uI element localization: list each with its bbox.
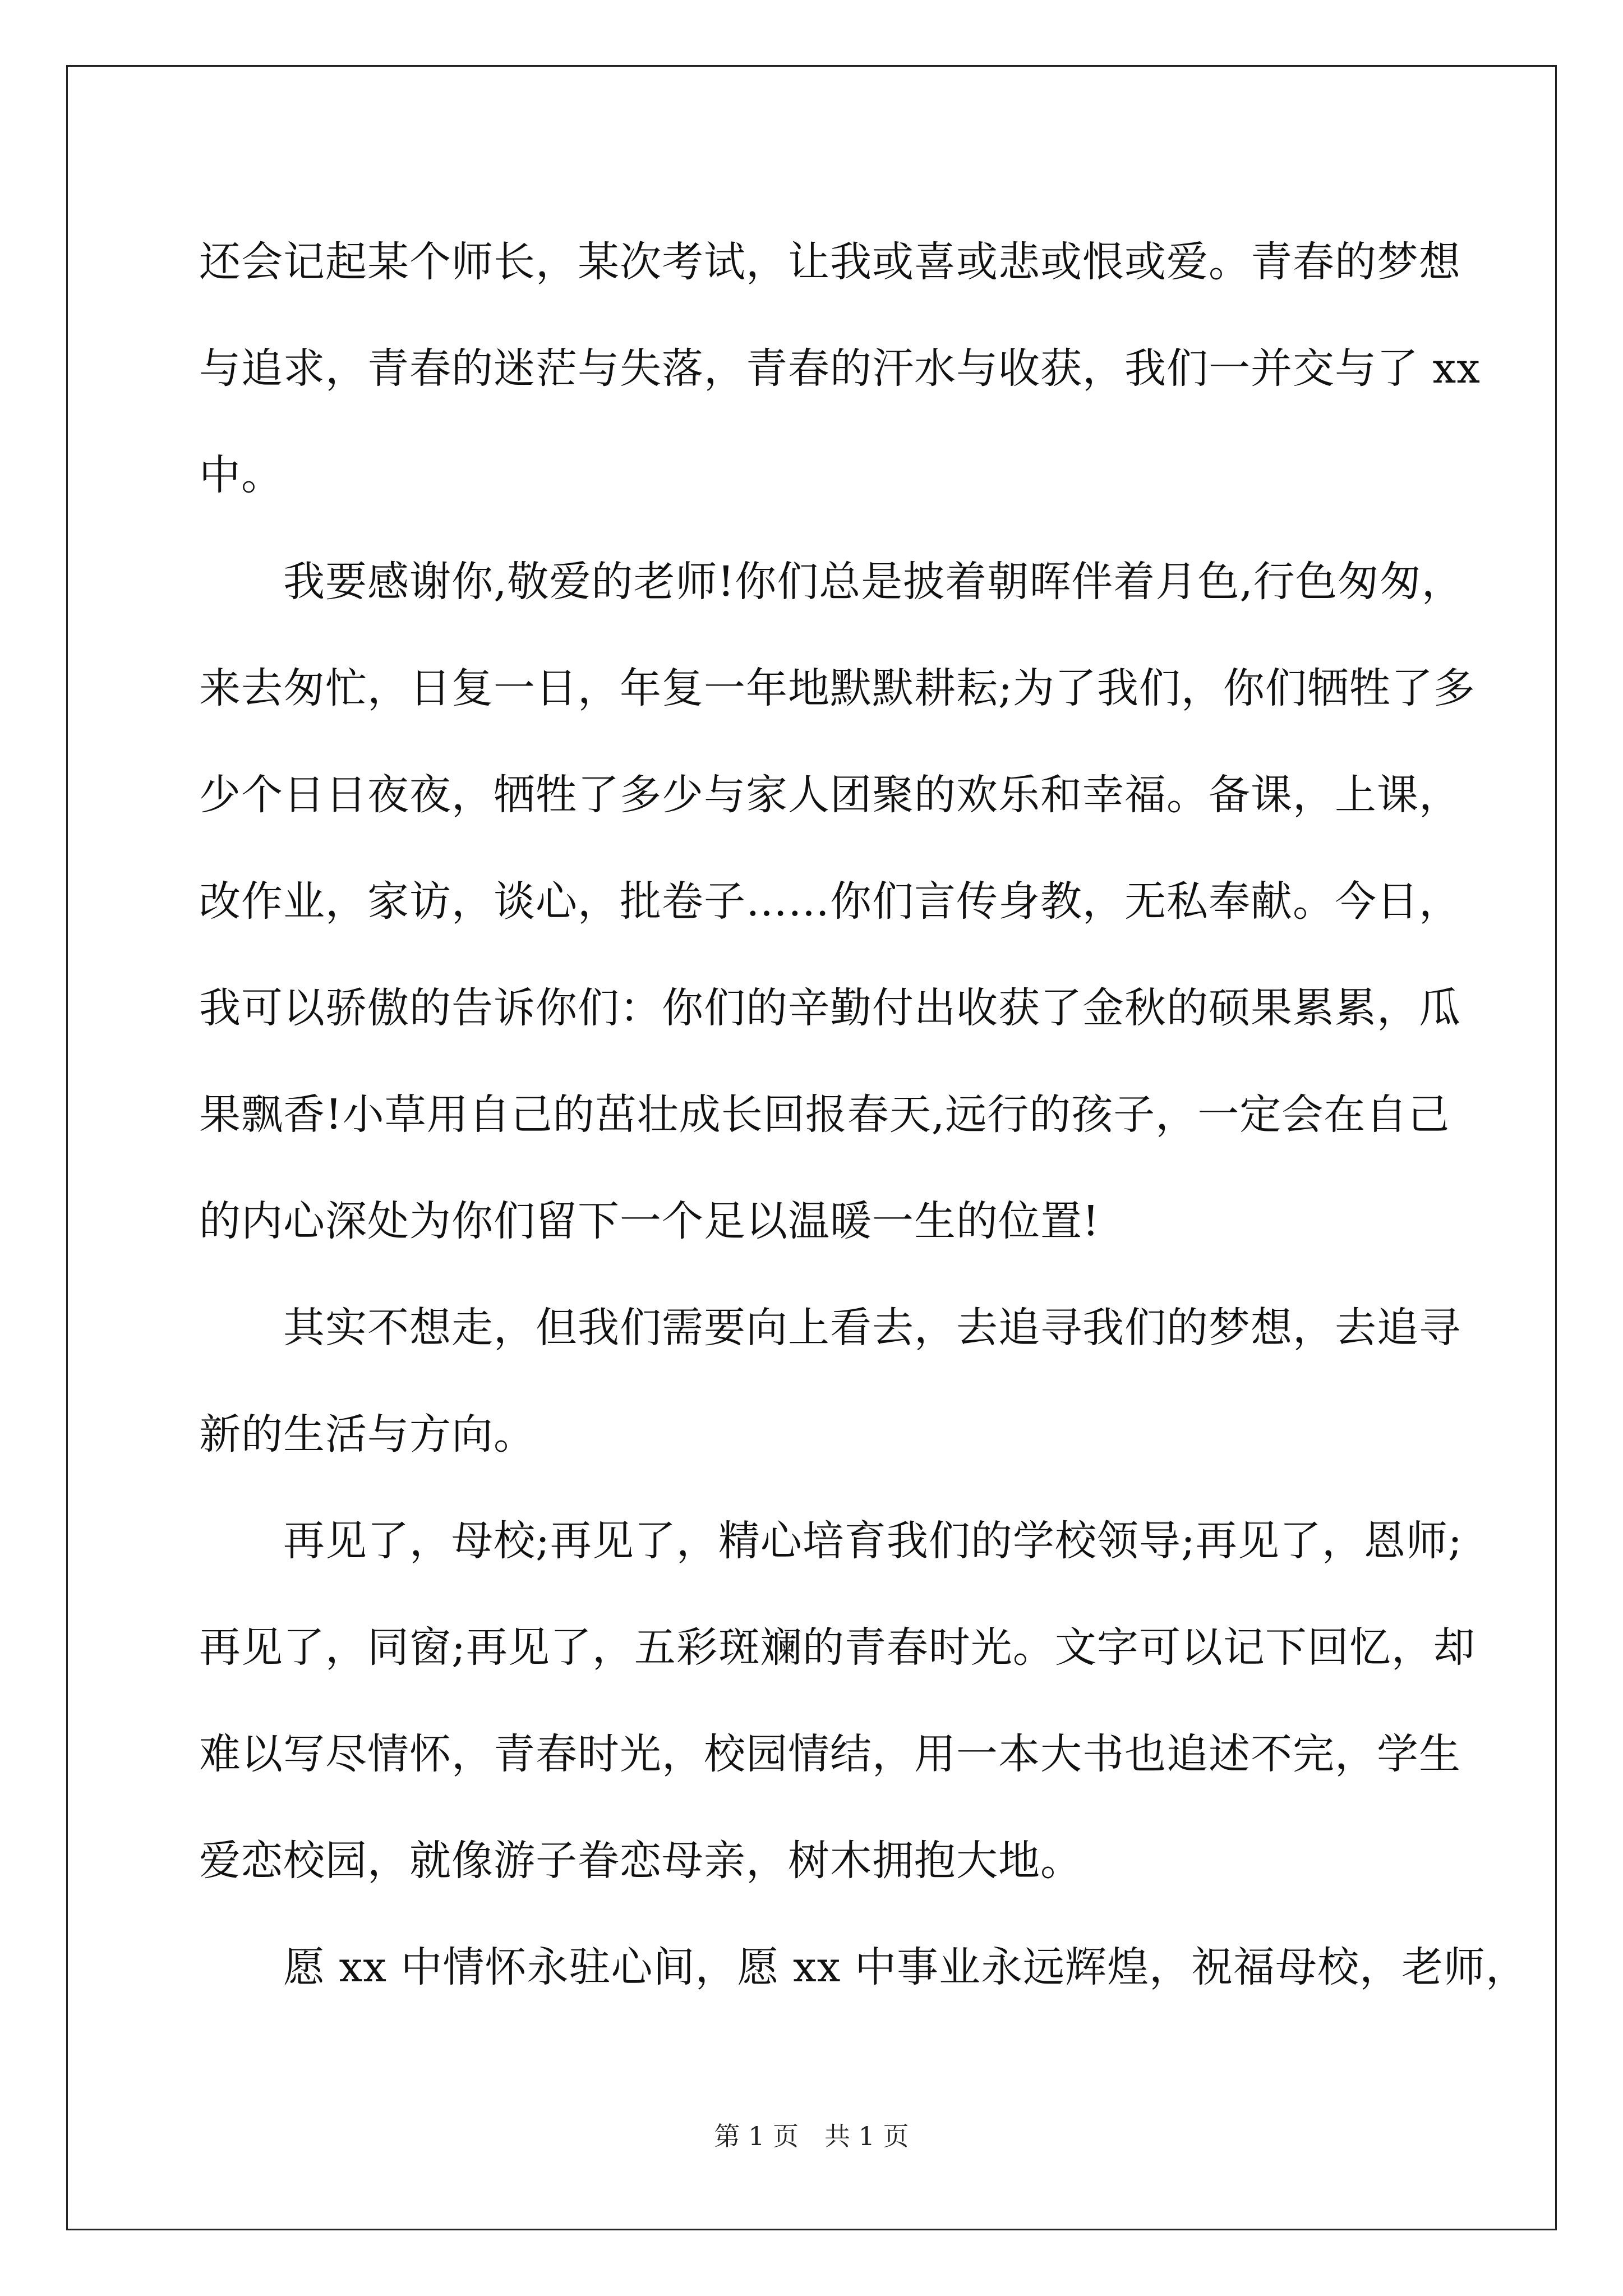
text-line: 果飘香!小草用自己的茁壮成长回报春天,远行的孩子，一定会在自己 [199, 1091, 1450, 1139]
page-footer [0, 2119, 1623, 2153]
text-line: 再见了，同窗;再见了，五彩斑斓的青春时光。文字可以记下回忆，却 [199, 1623, 1476, 1672]
text-line: 来去匆忙，日复一日，年复一年地默默耕耘;为了我们，你们牺牲了多 [199, 664, 1476, 712]
text-line: 爱恋校园，就像游子眷恋母亲，树木拥抱大地。 [199, 1837, 1082, 1885]
text-line: 其实不想走，但我们需要向上看去，去追寻我们的梦想，去追寻 [283, 1304, 1461, 1352]
text-line: 的内心深处为你们留下一个足以温暖一生的位置! [199, 1197, 1100, 1245]
text-line: 我要感谢你,敬爱的老师!你们总是披着朝晖伴着月色,行色匆匆， [283, 558, 1464, 606]
text-line: 愿 xx 中情怀永驻心间，愿 xx 中事业永远辉煌，祝福母校，老师， [283, 1943, 1528, 1991]
text-line: 少个日日夜夜，牺牲了多少与家人团聚的欢乐和幸福。备课，上课， [199, 771, 1461, 819]
text-line: 改作业，家访，谈心，批卷子……你们言传身教，无私奉献。今日， [199, 877, 1461, 926]
text-line: 与追求，青春的迷茫与失落，青春的汗水与收获，我们一并交与了 xx [199, 344, 1481, 393]
page-number-label: 第 1 页 共 1 页 [714, 2121, 909, 2151]
text-line: 新的生活与方向。 [199, 1410, 536, 1458]
text-line: 中。 [199, 451, 283, 499]
text-line: 难以写尽情怀，青春时光，校园情结，用一本大书也追述不完，学生 [199, 1730, 1461, 1778]
text-line: 再见了，母校;再见了，精心培育我们的学校领导;再见了，恩师; [283, 1517, 1463, 1565]
text-line: 我可以骄傲的告诉你们：你们的辛勤付出收获了金秋的硕果累累，瓜 [199, 984, 1461, 1032]
document-body [199, 209, 1528, 2021]
text-line: 还会记起某个师长，某次考试，让我或喜或悲或恨或爱。青春的梦想 [199, 238, 1461, 286]
